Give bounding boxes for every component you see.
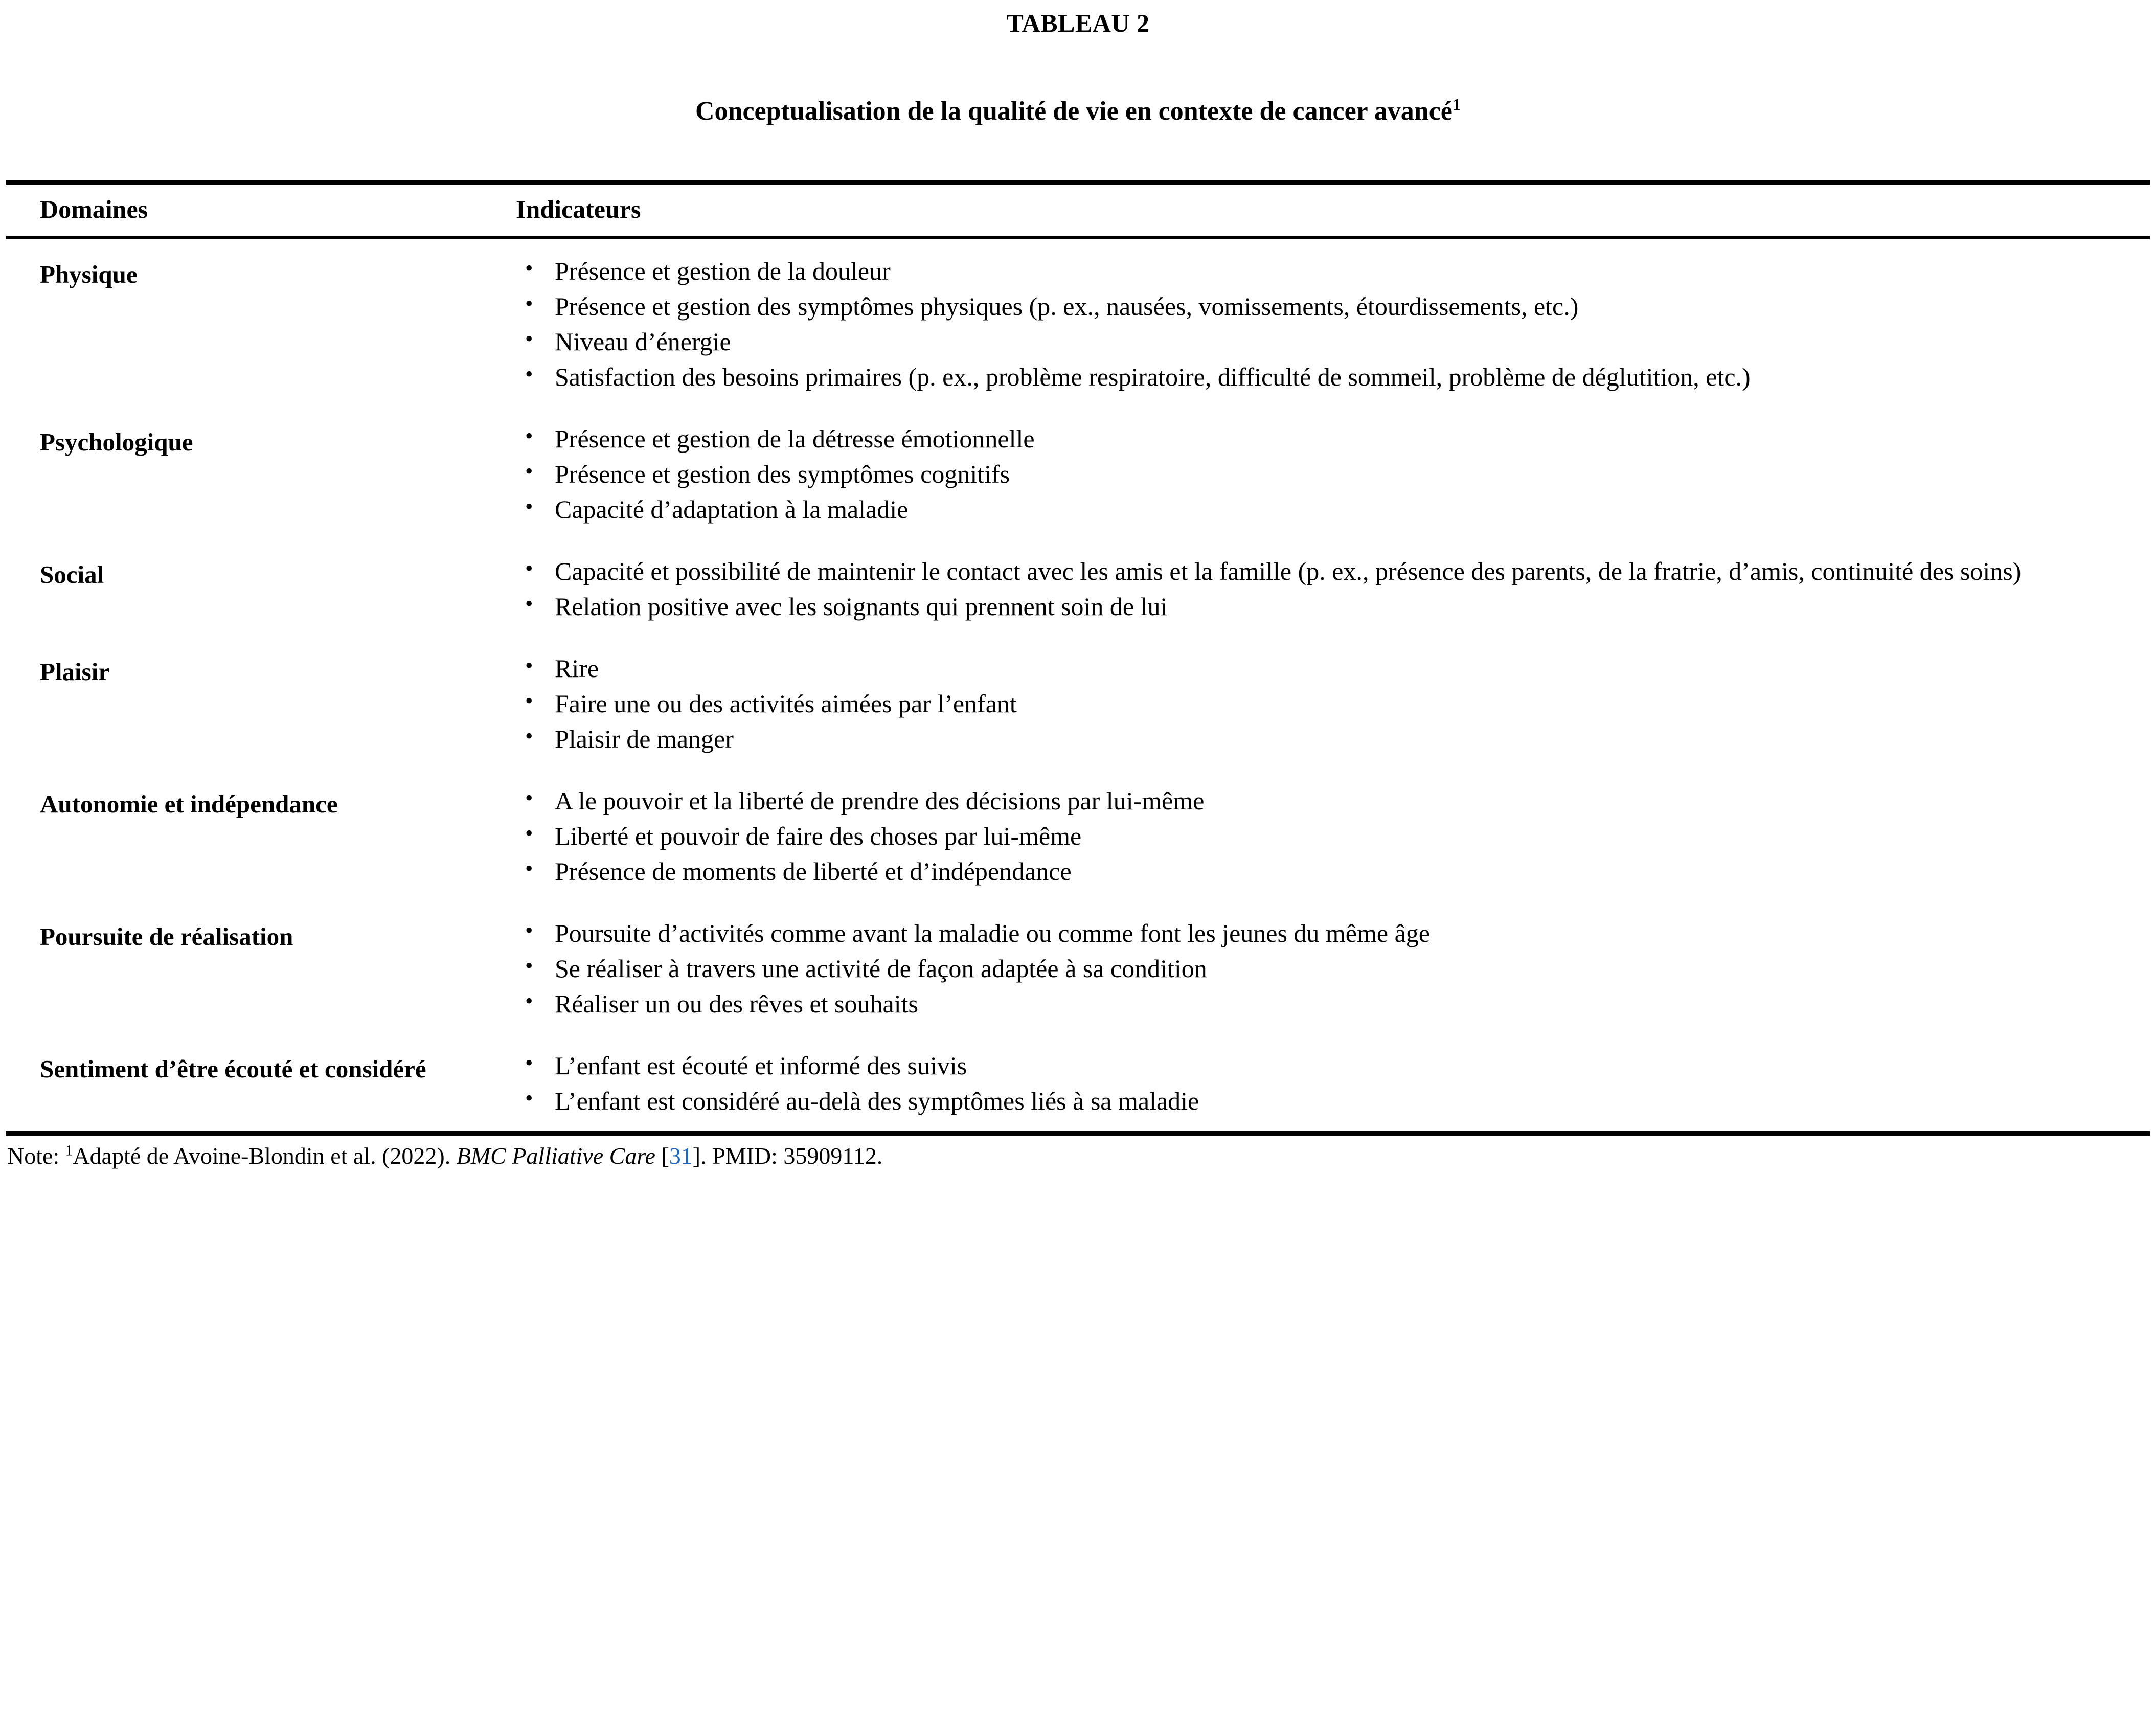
indicator-item: • Réaliser un ou des rêves et souhaits <box>516 987 2146 1021</box>
note-label: Note: <box>7 1143 65 1169</box>
indicator-item: • Rire <box>516 652 2146 685</box>
qol-table <box>6 185 2150 236</box>
indicator-item: • Se réaliser à travers une activité de façon adaptée à sa condition <box>516 952 2146 985</box>
indicator-item: • Satisfaction des besoins primaires (p. ex., problème respiratoire, difficulté de sommeil, problème de déglutition, etc.) <box>516 360 2146 394</box>
table-note <box>6 1136 2150 1169</box>
indicator-item: • Présence et gestion des symptômes physiques (p. ex., nausées, vomissements, étourdissements, etc.) <box>516 290 2146 323</box>
indicator-item: • L’enfant est considéré au-delà des symptômes liés à sa maladie <box>516 1085 2146 1118</box>
table-header <box>6 185 2150 236</box>
indicator-item: • Liberté et pouvoir de faire des choses par lui-même <box>516 820 2146 853</box>
table-bottom-rule <box>6 1131 2150 1136</box>
indicator-item: • Présence de moments de liberté et d’indépendance <box>516 855 2146 888</box>
indicator-cell <box>510 539 2150 637</box>
note-bracket-open: [ <box>655 1143 669 1169</box>
indicator-cell <box>510 769 2150 901</box>
indicator-cell <box>510 407 2150 539</box>
indicator-list <box>516 422 2146 526</box>
indicator-item: • Niveau d’énergie <box>516 325 2146 358</box>
note-journal-title: BMC Palliative Care <box>456 1143 655 1169</box>
note-pmid: PMID: 35909112. <box>712 1143 883 1169</box>
table-header-rule <box>6 236 2150 239</box>
indicator-list <box>516 784 2146 888</box>
table-row <box>6 769 2150 901</box>
table-row <box>6 901 2150 1034</box>
indicator-item: • Relation positive avec les soignants qui prennent soin de lui <box>516 590 2146 623</box>
domain-label: Psychologique <box>40 428 193 456</box>
indicator-list <box>516 255 2146 394</box>
domain-label: Autonomie et indépendance <box>40 790 338 818</box>
note-text: Adapté de Avoine-Blondin et al. (2022). <box>73 1143 457 1169</box>
indicator-list <box>516 555 2146 623</box>
indicator-item: • Capacité d’adaptation à la maladie <box>516 493 2146 526</box>
table-caption <box>6 36 2150 125</box>
table-row <box>6 1034 2150 1131</box>
indicator-cell <box>510 239 2150 407</box>
table-row <box>6 239 2150 407</box>
table-row <box>6 407 2150 539</box>
domain-label: Poursuite de réalisation <box>40 922 293 951</box>
domain-label: Social <box>40 560 104 589</box>
indicator-list <box>516 1049 2146 1118</box>
indicator-item: • Présence et gestion de la douleur <box>516 255 2146 288</box>
header-row <box>6 185 2150 236</box>
table-number: TABLEAU 2 <box>1006 9 1150 37</box>
indicator-cell <box>510 637 2150 769</box>
indicator-item: • Plaisir de manger <box>516 722 2146 756</box>
indicator-list <box>516 917 2146 1021</box>
table-top-rule <box>6 180 2150 185</box>
domain-label: Sentiment d’être écouté et considéré <box>40 1055 426 1083</box>
domain-label: Plaisir <box>40 658 110 686</box>
column-header-indicateurs: Indicateurs <box>516 195 641 223</box>
table-caption-superscript: 1 <box>1452 95 1461 114</box>
table-caption-text: Conceptualisation de la qualité de vie en contexte de cancer avancé <box>695 97 1453 126</box>
indicator-list <box>516 652 2146 756</box>
note-superscript: 1 <box>65 1142 73 1159</box>
table-row <box>6 637 2150 769</box>
qol-table-body <box>6 239 2150 1131</box>
table-body <box>6 239 2150 1131</box>
indicator-item: • Poursuite d’activités comme avant la maladie ou comme font les jeunes du même âge <box>516 917 2146 950</box>
note-bracket-close: ]. <box>692 1143 713 1169</box>
indicator-item: • Capacité et possibilité de maintenir le contact avec les amis et la famille (p. ex., présence des parents, de la fratrie, d’amis, continuité des soins) <box>516 555 2146 588</box>
indicator-item: • Faire une ou des activités aimées par l’enfant <box>516 687 2146 720</box>
column-header-domaines: Domaines <box>40 195 148 223</box>
table-row <box>6 539 2150 637</box>
indicator-cell <box>510 901 2150 1034</box>
note-reference-link[interactable]: 31 <box>669 1143 693 1169</box>
indicator-item: • L’enfant est écouté et informé des suivis <box>516 1049 2146 1082</box>
indicator-item: • Présence et gestion des symptômes cognitifs <box>516 458 2146 491</box>
indicator-item: • Présence et gestion de la détresse émotionnelle <box>516 422 2146 456</box>
domain-label: Physique <box>40 260 138 288</box>
indicator-cell <box>510 1034 2150 1131</box>
indicator-item: • A le pouvoir et la liberté de prendre des décisions par lui-même <box>516 784 2146 818</box>
